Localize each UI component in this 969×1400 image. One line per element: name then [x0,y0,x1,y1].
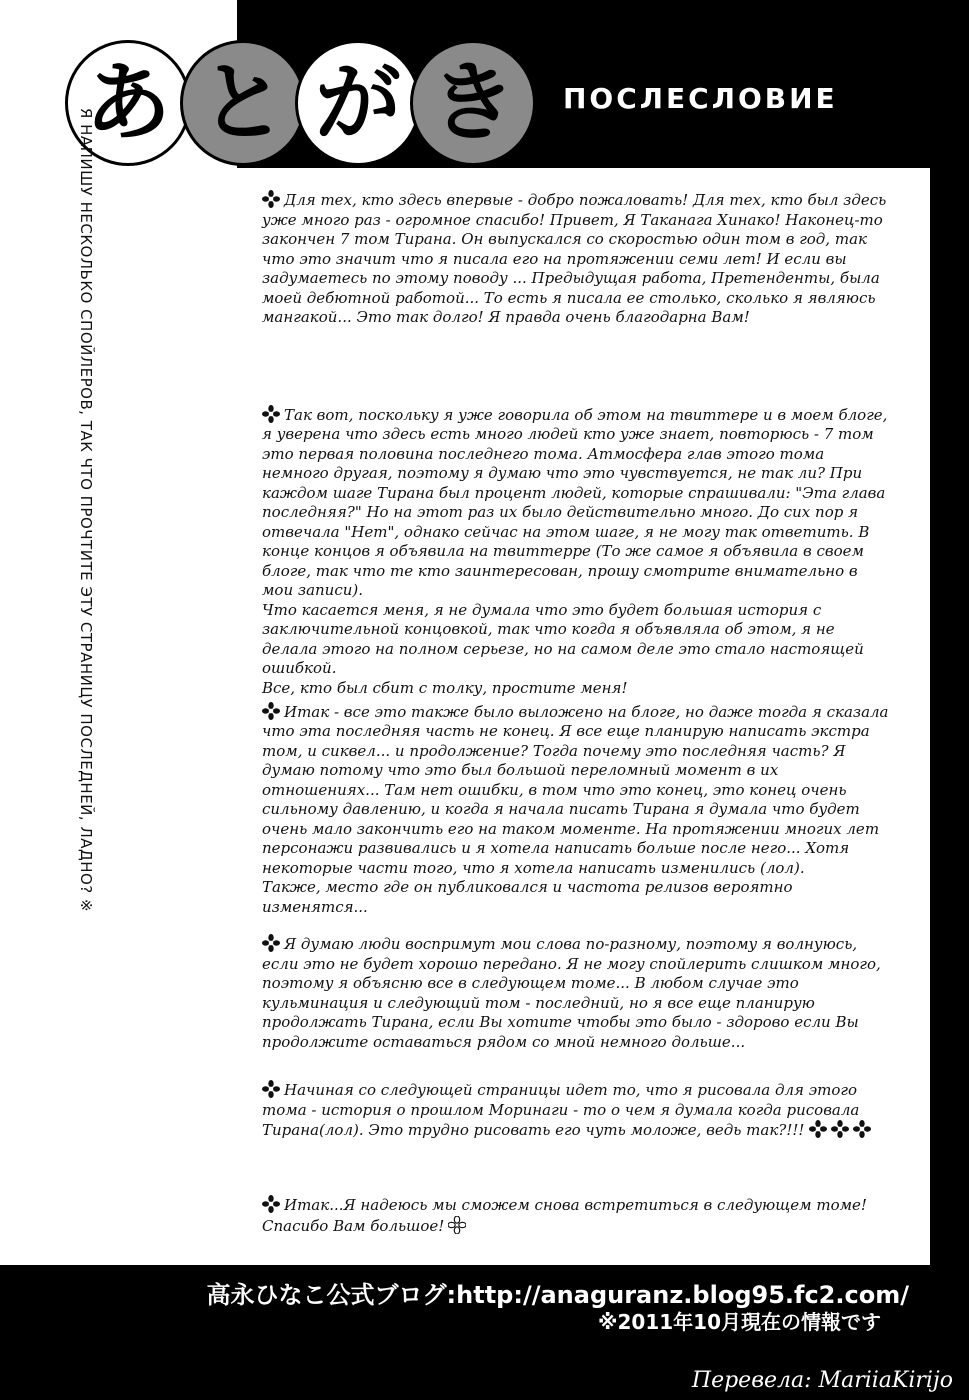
flower-icon [262,1195,280,1213]
flower-icon [853,1120,871,1138]
flower-icon [262,1080,280,1098]
flower-icon [262,702,280,720]
flower-outline-icon [448,1216,466,1234]
flower-icon [262,934,280,952]
paragraph-4 [262,934,892,1052]
info-date: ※2011年10月現在の情報です [598,1310,881,1334]
title-kana-ki: き [410,40,536,166]
paragraph-text: Так вот, поскольку я уже говорила об этом на твиттере и в моем блоге, я уверена что здесь есть много людей кто уже знает, повторюсь - 7 том это первая половина последнего тома. Атмосфера глав этого тома немного другая, поэтому я думаю что это чувствуется, не так ли? При каждом шаге Тирана был процент людей, которые спрашивали: "Эта глава последняя?" Но на этот раз их было действительно много. До сих пор я отвечала "Нет", однако сейчас на этом шаге, я не могу так ответить. В конце концов я объявила на твиттерре (То же самое я объявила в своем блоге, так что те кто заинтересован, прошу смотрите внимательно в мои записи). Что касается меня, я не думала что это будет большая история с заключительной концовкой, так что когда я объявляла об этом, я не делала этого на полном серьезе, но на самом деле это стало настоящей ошибкой. Все, кто был сбит с толку, простите меня! [262,405,888,697]
flower-icon [262,405,280,423]
page-subtitle: ПОСЛЕСЛОВИЕ [563,82,838,115]
title-kana-ga: が [295,40,421,166]
paragraph-text: Итак...Я надеюсь мы сможем снова встретиться в следующем томе! Спасибо Вам большое! [262,1196,867,1235]
title-kana-to: と [180,40,306,166]
spoiler-warning [66,107,106,913]
paragraph-3 [262,682,892,937]
paragraph-text: Начиная со следующей страницы идет то, что я рисовала для этого тома - история о прошлом Моринаги - то о чем я думала когда рисовала Тирана(лол). Это трудно рисовать его чуть моложе, ведь так?!!! [262,1081,860,1139]
paragraph-text: Итак - все это также было выложено на блоге, но даже тогда я сказала что эта последняя часть не конец. Я все еще планирую написать экстра том, и сиквел... и продолжение? Тогда почему это последняя часть? Я думаю потому что это был большой переломный момент в их отношениях... Там нет ошибки, в том что это конец, это конец очень сильному давлению, и когда я начала писать Тирана я думала что будет очень мало закончить его на таком моменте. На протяжении многих лет персонажи развивались и я хотела написать больше после него... Хотя некоторые части того, что я хотела написать изменились (лол). Также, место где он публиковался и частота релизов вероятно изменятся... [262,702,889,916]
paragraph-6 [262,1195,892,1236]
paragraph-1 [262,190,892,328]
paragraph-5 [262,1080,892,1141]
right-black-border [930,0,969,1400]
flower-icon [809,1120,827,1138]
left-margin [0,0,237,1265]
paragraph-text: Для тех, кто здесь впервые - добро пожаловать! Для тех, кто был здесь уже много раз - огромное спасибо! Привет, Я Таканага Хинако! Наконец-то закончен 7 том Тирана. Он выпускался со скоростью один том в год, так что это значит что я писала его на протяжении семи лет! И если вы задумаетесь по этому поводу ... Предыдущая работа, Претенденты, была моей дебютной работой... То есть я писала ее столько, сколько я являюсь мангакой... Это так долго! Я правда очень благодарна Вам! [262,191,887,326]
paragraph-text: Я думаю люди воспримут мои слова по-разному, поэтому я волнуюсь, если это не будет хорошо передано. Я не могу спойлерить слишком много, поэтому я объясню все в следующем томе... В любом случае это кульминация и следующий том - последний, но я все еще планирую продолжать Тирана, если Вы хотите чтобы это было - здорово если Вы продолжите оставаться рядом со мной немного дольше... [262,935,881,1051]
paragraph-2 [262,385,892,718]
afterword-title [65,40,535,160]
blog-url: 高永ひなこ公式ブログ:http://anaguranz.blog95.fc2.com/ [206,1281,909,1309]
flower-icon [262,190,280,208]
title-kana-a: あ [65,40,191,166]
flower-icon [831,1120,849,1138]
translator-credit: Перевела: MariiaKirijo [691,1368,953,1393]
spoiler-warning-text: Я НАПИШУ НЕСКОЛЬКО СПОЙЛЕРОВ, ТАК ЧТО ПРОЧТИТЕ ЭТУ СТРАНИЦУ ПОСЛЕДНЕЙ, ЛАДНО? ※ [77,107,95,913]
